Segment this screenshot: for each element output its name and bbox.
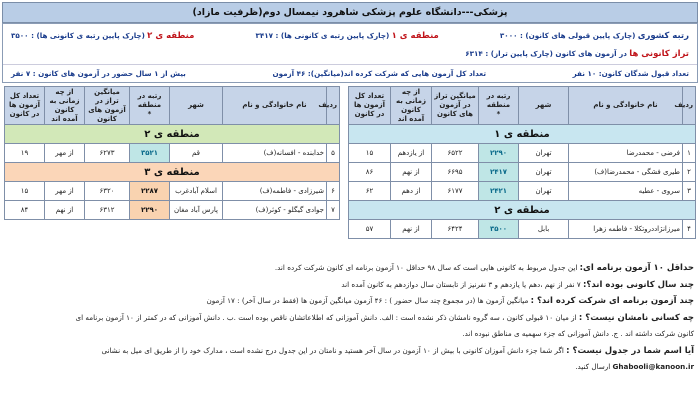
table-cell: تهران	[519, 144, 569, 163]
table-cell: ۵۷	[349, 220, 391, 239]
note-2: چند سال کانونی بوده اند؟: ۷ نفر از نهم ،دهم یا یازدهم و ۳ نفرنیز از تابستان سال دوازدهم به کانون آمده اند	[341, 279, 694, 290]
zone-1-label: منطقه ی ۱	[349, 125, 696, 144]
zone-2-label: منطقه ی ۲	[349, 201, 696, 220]
note-4-cont: کانون شرکت داشته اند . ج. دانش آموزانی که جزء سهمیه ی مناطق نبوده اند.	[462, 329, 694, 338]
header-idx: ردیف	[683, 87, 696, 125]
info-row-3	[3, 64, 697, 82]
zone2-info: منطقه ی ۲ (چارک پایین رتبه ی کانونی ها) : ۳۵۰۰	[11, 31, 195, 41]
table-cell: ۲۲۹۰	[479, 144, 519, 163]
header-since: از چه زمانی به کانون آمده اند	[45, 87, 85, 125]
table-row	[5, 182, 340, 201]
table-cell: ۲۴۱۷	[479, 163, 519, 182]
table-cell: ۱۹	[5, 144, 45, 163]
table-cell: ۸۶	[349, 163, 391, 182]
note-5-cont: Ghabooli@kanoon.ir ارسال کنید.	[575, 362, 694, 371]
header-name: نام خانوادگی و نام	[569, 87, 683, 125]
table-row	[349, 144, 696, 163]
table-cell: ۶۵۲۲	[432, 144, 479, 163]
table-cell: از یازدهم	[391, 144, 432, 163]
table-cell: فرضی - محمدرضا	[569, 144, 683, 163]
table-cell: ۶۴۲۴	[432, 220, 479, 239]
header-name: نام خانوادگی و نام	[223, 87, 327, 125]
multi-year-count: بیش از ۱ سال حضور در آزمون های کانون : ۷ نفر	[11, 69, 186, 78]
table-cell: ۱۵	[349, 144, 391, 163]
note-5: آیا اسم شما در جدول نیست؟ : اگر شما جزء دانش آموزان کانونی با بیش از ۱۰ آزمون در سال آخر هستید و نامتان در این جدول درج نشده است ، مدارک خود را از طریق ای میل به نشانی	[101, 345, 694, 356]
info-row-2	[3, 45, 697, 63]
table-cell: ۳	[683, 182, 696, 201]
table-cell: تهران	[519, 163, 569, 182]
table-row	[349, 220, 696, 239]
table-cell: ۶	[327, 182, 340, 201]
header-avg: میانگین تراز در آزمون های کانون	[85, 87, 130, 125]
note-3: چند آزمون برنامه ای شرکت کرده اند؟ : میانگین آزمون ها (در مجموع چند سال حضور ) : ۴۶ آزمون میانگین آزمون ها (فقط در سال آخر) : ۱۷ آزمون	[206, 296, 694, 306]
page-title: پزشکی---دانشگاه علوم پزشکی شاهرود نیمسال دوم(ظرفیت مازاد)	[2, 2, 698, 23]
note-4: چه کسانی نامشان نیست؟ : از میان ۱۰ قبولی کانون ، سه گروه نامشان ذکر نشده است : الف. دانش آموزانی که اطلاعاتشان ناقص بوده است .ب . دانش آموزانی که در کمتر از ۱۰ آزمون برنامه ای	[75, 312, 694, 323]
table-cell: طیری فشگی - محمدرضا(ف)	[569, 163, 683, 182]
header-idx: ردیف	[327, 87, 340, 125]
header-rank: رتبه در منطقه *	[130, 87, 170, 125]
header-count: تعداد کل آزمون ها در کانون	[349, 87, 391, 125]
table-row	[5, 144, 340, 163]
info-panel	[2, 23, 698, 83]
table-cell: بابل	[519, 220, 569, 239]
notes-section	[6, 260, 694, 376]
table-cell: از مهر	[45, 182, 85, 201]
right-table	[348, 86, 696, 239]
table-cell: ۴	[683, 220, 696, 239]
table-cell: تهران	[519, 182, 569, 201]
national-rank-info: رتبه کشوری (چارک پایین قبولی های کانون) : ۳۰۰۰	[499, 31, 689, 41]
table-cell: از مهر	[45, 144, 85, 163]
table-cell: ۲	[683, 163, 696, 182]
table-cell: ۲۲۹۰	[130, 201, 170, 220]
table-cell: ۶۳۱۲	[85, 201, 130, 220]
header-since: از چه زمانی به کانون آمده اند	[391, 87, 432, 125]
header-count: تعداد کل آزمون ها در کانون	[5, 87, 45, 125]
header-rank: رتبه در منطقه *	[479, 87, 519, 125]
table-cell: ۶۱۷۷	[432, 182, 479, 201]
table-cell: از نهم	[45, 201, 85, 220]
zone1-info: منطقه ی ۱ (چارک پایین رتبه ی کانونی ها) : ۳۴۱۷	[255, 31, 439, 41]
left-table	[4, 86, 340, 220]
table-cell: از دهم	[391, 182, 432, 201]
table-cell: از نهم	[391, 220, 432, 239]
kanoon-level-info: تراز کانونی ها در آزمون های کانون (چارک پایین تراز) : ۶۳۱۴	[465, 49, 689, 59]
table-cell: ۳۵۰۰	[479, 220, 519, 239]
table-cell: ۶۲	[349, 182, 391, 201]
table-cell: ۸۴	[5, 201, 45, 220]
table-cell: ۱	[683, 144, 696, 163]
avg-exams: تعداد کل آزمون هایی که شرکت کرده اند(میانگین): ۴۶ آزمون	[272, 69, 487, 78]
table-cell: ۶۳۲۰	[85, 182, 130, 201]
accepted-count: تعداد قبول شدگان کانون: ۱۰ نفر	[572, 69, 689, 78]
table-cell: سروی - عطیه	[569, 182, 683, 201]
zone-3-label: منطقه ی ۳	[5, 163, 340, 182]
table-cell: جوادی گیگلو - کوثر(ف)	[223, 201, 327, 220]
header-city: شهر	[170, 87, 223, 125]
zone-2-label: منطقه ی ۲	[5, 125, 340, 144]
table-cell: قم	[170, 144, 223, 163]
info-row-1	[3, 27, 697, 45]
table-cell: ۶۲۷۳	[85, 144, 130, 163]
table-cell: ۱۵	[5, 182, 45, 201]
note-1: حداقل ۱۰ آزمون برنامه ای: این جدول مربوط به کانونی هایی است که سال ۹۸ حداقل ۱۰ آزمون برنامه ای کانون شرکت کرده اند.	[274, 263, 694, 273]
table-cell: از نهم	[391, 163, 432, 182]
table-cell: پارس آباد مغان	[170, 201, 223, 220]
table-cell: میرزانژاددروتکلا - فاطمه زهرا	[569, 220, 683, 239]
table-cell: ۶۶۹۵	[432, 163, 479, 182]
contact-email[interactable]: Ghabooli@kanoon.ir	[612, 362, 694, 371]
table-cell: ۳۵۲۱	[130, 144, 170, 163]
header-city: شهر	[519, 87, 569, 125]
header-avg: میانگین تراز در آزمون های کانون	[432, 87, 479, 125]
table-cell: ۵	[327, 144, 340, 163]
table-cell: ۲۲۸۷	[130, 182, 170, 201]
table-cell: ۷	[327, 201, 340, 220]
table-cell: شیرزادی - فاطمه(ف)	[223, 182, 327, 201]
table-cell: خدابنده - افسانه(ف)	[223, 144, 327, 163]
table-row	[5, 201, 340, 220]
table-row	[349, 182, 696, 201]
table-row	[349, 163, 696, 182]
table-cell: اسلام آبادغرب	[170, 182, 223, 201]
table-cell: ۲۴۲۱	[479, 182, 519, 201]
